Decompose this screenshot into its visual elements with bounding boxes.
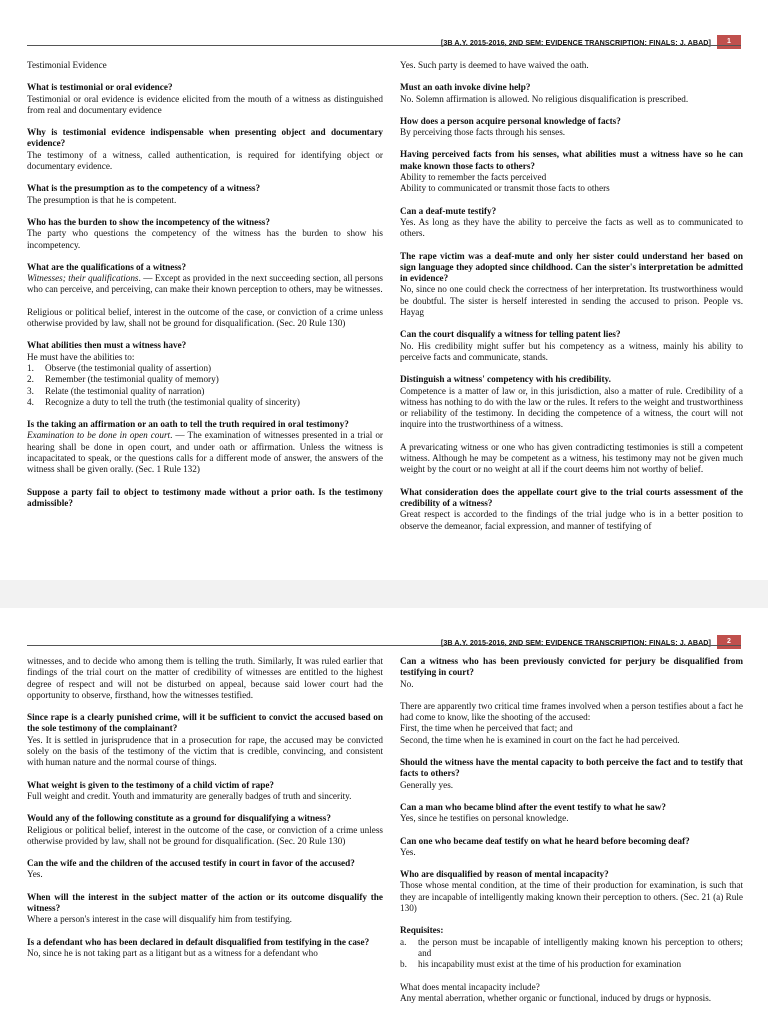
- answer: There are apparently two critical time frames involved when a person testifies about a fact he had come to know, like the shooting of the accused:: [400, 700, 743, 723]
- answer: witnesses, and to decide who among them is telling the truth. Similarly, It was ruled earlier that findings of the trial court on the matter of credibility of witnesses are entitled to the highest degree of respect and will not be disturbed on appeal, because said lower court had the opportunity to observe, firsthand, how the witnesses testified.: [27, 656, 383, 700]
- answer: No, since he is not taking part as a litigant but as a witness for a defendant who: [27, 947, 318, 958]
- right-column: [400, 60, 743, 543]
- question: Having perceived facts from his senses, what abilities must a witness have so he can make known those facts to others?: [400, 149, 743, 171]
- answer: Ability to remember the facts perceived: [400, 172, 547, 183]
- question: The rape victim was a deaf-mute and only her sister could understand her based on sign language they adopted since childhood. Can the sister's interpretation be admitted in evidence?: [400, 250, 743, 284]
- question: How does a person acquire personal knowledge of facts?: [400, 115, 621, 126]
- answer: Testimonial or oral evidence is evidence elicited from the mouth of a witness as distinguished from real and documentary evidence: [27, 93, 383, 115]
- answer: Yes. Such party is deemed to have waived the oath.: [400, 60, 589, 70]
- answer: Competence is a matter of law or, in this jurisdiction, also a matter of rule. Credibility of a witness has nothing to do with the law or the rules. It refers to the weight and trustworthiness or reliability of the testimony. In deciding the competence of a witness, the court will not inquire into the trustworthiness of a witness.: [400, 385, 743, 430]
- answer: Those whose mental condition, at the time of their production for examination, is such that they are incapable of intelligently making known their perception to others. (Sec. 21 (a) Rule 130): [400, 880, 743, 914]
- question: What consideration does the appellate court give to the trial courts assessment of the credibility of a witness?: [400, 486, 743, 508]
- requisites-list: [400, 937, 743, 971]
- answer: He must have the abilities to:: [27, 351, 135, 362]
- answer: Yes. It is settled in jurisprudence that in a prosecution for rape, the accused may be convicted solely on the basis of the testimony of the victim that is credible, convincing, and consistent with human nature and the normal course of things.: [27, 734, 383, 768]
- header-rule: [27, 645, 741, 646]
- answer: Second, the time when he is examined in court on the fact he had perceived.: [400, 734, 680, 745]
- question: When will the interest in the subject matter of the action or its outcome disqualify the witness?: [27, 891, 383, 914]
- answer: Yes.: [27, 869, 43, 880]
- question: Why is testimonial evidence indispensable when presenting object and documentary evidence?: [27, 127, 383, 149]
- rule-text: . — The examination of witnesses presented in a trial or hearing shall be done in open court, and under oath or affirmation. Unless the witness is incapacitated to speak, or the questions calls for a different mode of answer, the answers of the witness shall be given orally. (Sec. 1 Rule 132): [27, 430, 383, 475]
- answer: Full weight and credit. Youth and immaturity are generally badges of truth and sincerity.: [27, 790, 352, 801]
- question: Can the court disqualify a witness for telling patent lies?: [400, 329, 621, 340]
- header-title: [3B A.Y. 2015-2016, 2ND SEM: EVIDENCE TRANSCRIPTION: FINALS: J. ABAD]: [440, 638, 711, 647]
- page-separator: [0, 580, 768, 608]
- question: What is testimonial or oral evidence?: [27, 82, 173, 93]
- question: Can the wife and the children of the accused testify in court in favor of the accused?: [27, 858, 355, 869]
- abilities-list: [27, 363, 383, 408]
- answer: Yes. As long as they have the ability to perceive the facts as well as to communicated to others.: [400, 216, 743, 239]
- answer: First, the time when he perceived that fact; and: [400, 723, 573, 734]
- question: Distinguish a witness' competency with his credibility.: [400, 374, 611, 385]
- question: Would any of the following constitute as a ground for disqualifying a witness?: [27, 813, 331, 824]
- answer: Ability to communicated or transmit those facts to others: [400, 183, 610, 194]
- list-item: a. the person must be incapable of intelligently making known his perception to others; and: [400, 936, 743, 958]
- answer: By perceiving those facts through his senses.: [400, 127, 566, 138]
- question: Since rape is a clearly punished crime, will it be sufficient to convict the accused based on the sole testimony of the complainant?: [27, 712, 383, 734]
- section-title: Testimonial Evidence: [27, 60, 107, 70]
- answer: The testimony of a witness, called authentication, is required for identifying object or documentary evidence.: [27, 149, 383, 172]
- answer: [27, 430, 383, 475]
- question: What is the presumption as to the competency of a witness?: [27, 183, 261, 194]
- answer: The presumption is that he is competent.: [27, 194, 177, 205]
- list-item: 2. Remember (the testimonial quality of memory): [27, 374, 219, 385]
- question: Who are disqualified by reason of mental incapacity?: [400, 869, 609, 880]
- list-item: 4. Recognize a duty to tell the truth (the testimonial quality of sincerity): [27, 396, 300, 407]
- page-number-badge: 1: [717, 35, 741, 49]
- question: What weight is given to the testimony of a child victim of rape?: [27, 779, 275, 790]
- requisites-title: Requisites:: [400, 925, 444, 936]
- question: Should the witness have the mental capacity to both perceive the fact and to testify that facts to others?: [400, 757, 743, 779]
- answer: Where a person's interest in the case will disqualify him from testifying.: [27, 914, 292, 925]
- answer: Any mental aberration, whether organic or functional, induced by drugs or hypnosis.: [400, 992, 712, 1003]
- answer: Generally yes.: [400, 779, 454, 790]
- question: Is the taking an affirmation or an oath to tell the truth required in oral testimony?: [27, 419, 349, 430]
- list-item: 1. Observe (the testimonial quality of assertion): [27, 362, 212, 373]
- left-column: [27, 656, 383, 970]
- answer: No, since no one could check the correctness of her interpretation. Its trustworthiness would be doubtful. The sister is herself interested in sending the accused to prison. People vs. Hayag: [400, 284, 743, 318]
- header-rule: [27, 45, 741, 46]
- document-page-2: [0, 608, 768, 1024]
- answer: A prevaricating witness or one who has given contradicting testimonies is still a competent witness. Although he may be competent as a witness, his testimony may not be given much weight by the court or no weight at all if the court deems him not worthy of belief.: [400, 441, 743, 475]
- answer: Great respect is accorded to the findings of the trial judge who is in a better position to observe the demeanor, facial expression, and manner of testifying of: [400, 509, 743, 531]
- list-item: 3. Relate (the testimonial quality of narration): [27, 385, 205, 396]
- question: Can a witness who has been previously convicted for perjury be disqualified from testifying in court?: [400, 656, 743, 678]
- answer: Yes.: [400, 846, 416, 857]
- answer: The party who questions the competency of the witness has the burden to show his incompetency.: [27, 228, 383, 250]
- question: Suppose a party fail to object to testimony made without a prior oath. Is the testimony admissible?: [27, 486, 383, 508]
- answer: [27, 273, 383, 296]
- question: Is a defendant who has been declared in default disqualified from testifying in the case?: [27, 936, 370, 947]
- answer: Religious or political belief, interest in the outcome of the case, or conviction of a crime unless otherwise provided by law, shall not be ground for disqualification. (Sec. 20 Rule 130): [27, 824, 383, 846]
- answer: Yes, since he testifies on personal knowledge.: [400, 813, 569, 824]
- rule-title: Examination to be done in open court: [27, 430, 171, 441]
- question: Who has the burden to show the incompetency of the witness?: [27, 216, 270, 227]
- list-item: b. his incapability must exist at the time of his production for examination: [400, 959, 682, 970]
- right-column: [400, 656, 743, 1015]
- question: Can a man who became blind after the event testify to what he saw?: [400, 801, 666, 812]
- answer: No. Solemn affirmation is allowed. No religious disqualification is prescribed.: [400, 93, 689, 104]
- answer: Religious or political belief, interest in the outcome of the case, or conviction of a crime unless otherwise provided by law, shall not be ground for disqualification. (Sec. 20 Rule 130): [27, 306, 383, 329]
- question: Can one who became deaf testify on what he heard before becoming deaf?: [400, 835, 690, 846]
- rule-title: Witnesses; their qualifications: [27, 273, 139, 284]
- page-number-badge: 2: [717, 635, 741, 649]
- answer: No. His credibility might suffer but his competency as a witness, mainly his ability to perceive facts and communicate, stands.: [400, 340, 743, 362]
- left-column: [27, 60, 383, 520]
- answer: No.: [400, 678, 414, 689]
- rule-text: . — Except as provided in the next succeeding section, all persons who can perceive, and perceiving, can make their known perception to others, may be witnesses.: [27, 273, 383, 295]
- question: Must an oath invoke divine help?: [400, 82, 531, 93]
- question-plain: What does mental incapacity include?: [400, 981, 540, 992]
- question: Can a deaf-mute testify?: [400, 205, 497, 216]
- header-title: [3B A.Y. 2015-2016, 2ND SEM: EVIDENCE TRANSCRIPTION: FINALS: J. ABAD]: [440, 38, 711, 47]
- question: What abilities then must a witness have?: [27, 340, 187, 351]
- question: What are the qualifications of a witness?: [27, 261, 187, 272]
